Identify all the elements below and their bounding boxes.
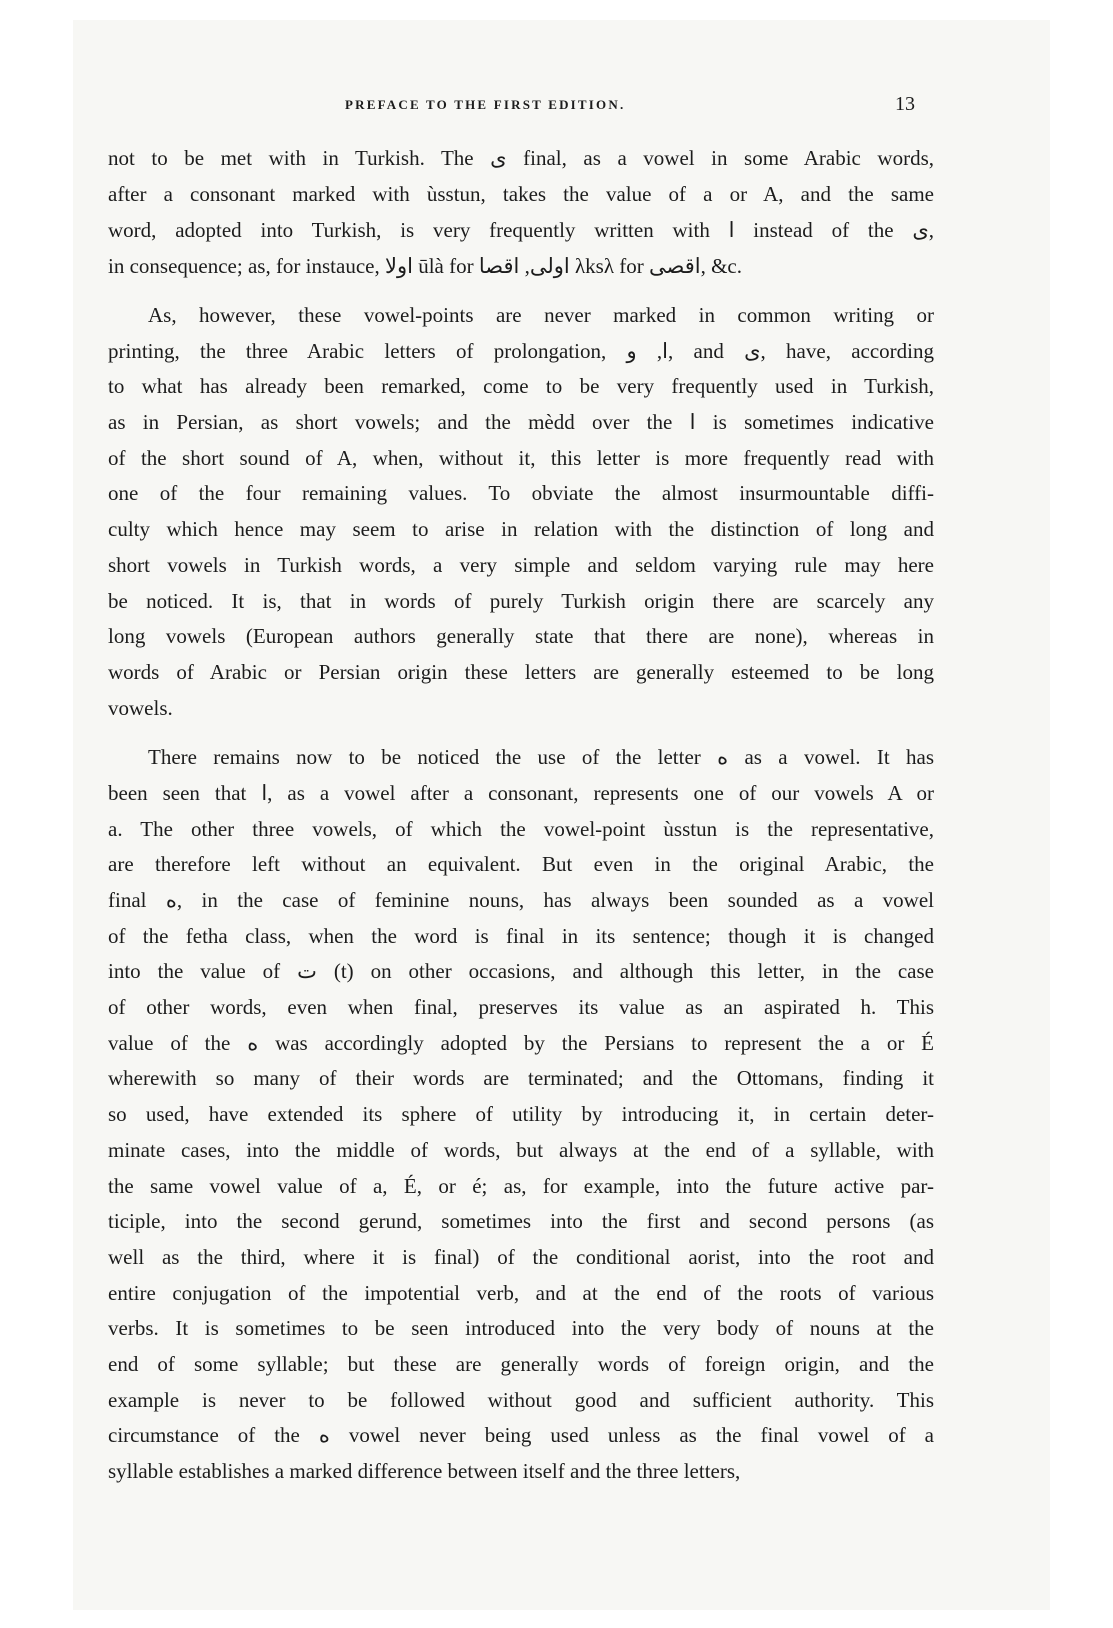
text-line: syllable establishes a marked difference between itself and the three letters, — [108, 1459, 741, 1483]
text-line: There remains now to be noticed the use of the letter ه as a vowel. It has — [148, 745, 934, 770]
text-line: printing, the three Arabic letters of prolongation, ا, و, and ى, have, according — [108, 338, 934, 363]
paragraph — [108, 740, 934, 1489]
text-line: of the fetha class, when the word is final in its sentence; though it is changed — [108, 923, 934, 948]
text-line: minate cases, into the middle of words, but always at the end of a syllable, with — [108, 1137, 934, 1162]
text-line: not to be met with in Turkish. The ى final, as a vowel in some Arabic words, — [108, 146, 934, 170]
text-line: are therefore left without an equivalent. But even in the original Arabic, the — [108, 852, 934, 877]
text-line: of other words, even when final, preserves its value as an aspirated h. This — [108, 995, 934, 1020]
text-line: one of the four remaining values. To obviate the almost insurmountable diffi- — [108, 481, 934, 506]
text-line: been seen that ا, as a vowel after a consonant, represents one of our vowels A or — [108, 780, 934, 805]
paragraph — [108, 298, 934, 726]
text-line: in consequence; as, for instauce, اولا ūlà for اولى, اقصا λksλ for اقصى, &c. — [108, 254, 742, 278]
text-line: ticiple, into the second gerund, sometimes into the first and second persons (as — [108, 1209, 934, 1234]
text-line: entire conjugation of the impotential verb, and at the end of the roots of various — [108, 1280, 934, 1305]
text-line: circumstance of the ه vowel never being used unless as the final vowel of a — [108, 1423, 934, 1448]
running-title: PREFACE TO THE FIRST EDITION. — [345, 97, 626, 112]
text-line: a. The other three vowels, of which the vowel-point ùsstun is the representative, — [108, 816, 934, 841]
text-line: vowels. — [108, 695, 173, 720]
text-line: so used, have extended its sphere of utility by introducing it, in certain deter- — [108, 1102, 934, 1127]
text-line: verbs. It is sometimes to be seen introduced into the very body of nouns at the — [108, 1316, 934, 1341]
text-line: As, however, these vowel-points are never marked in common writing or — [148, 303, 934, 327]
text-line: as in Persian, as short vowels; and the mèdd over the ا is sometimes indicative — [108, 410, 934, 435]
text-line: short vowels in Turkish words, a very simple and seldom varying rule may here — [108, 552, 934, 577]
text-line: value of the ه was accordingly adopted by the Persians to represent the a or É — [108, 1030, 934, 1055]
text-line: end of some syllable; but these are generally words of foreign origin, and the — [108, 1351, 934, 1376]
text-line: the same vowel value of a, É, or é; as, for example, into the future active par- — [108, 1173, 934, 1198]
text-line: of the short sound of A, when, without it, this letter is more frequently read with — [108, 445, 934, 470]
page-body — [108, 140, 934, 1504]
paragraph — [108, 140, 934, 284]
text-line: final ه, in the case of feminine nouns, has always been sounded as a vowel — [108, 888, 934, 912]
text-line: to what has already been remarked, come to be very frequently used in Turkish, — [108, 374, 934, 399]
text-line: word, adopted into Turkish, is very frequently written with ا instead of the ى, — [108, 218, 934, 242]
text-line: wherewith so many of their words are terminated; and the Ottomans, finding it — [108, 1066, 934, 1091]
page-number: 13 — [895, 93, 915, 115]
text-line: long vowels (European authors generally state that there are none), whereas in — [108, 624, 934, 649]
text-line: be noticed. It is, that in words of purely Turkish origin there are scarcely any — [108, 588, 934, 613]
text-line: into the value of ت (t) on other occasions, and although this letter, in the case — [108, 959, 934, 984]
text-line: well as the third, where it is final) of the conditional aorist, into the root and — [108, 1244, 934, 1269]
text-line: words of Arabic or Persian origin these letters are generally esteemed to be long — [108, 659, 934, 684]
page-header — [0, 93, 1113, 117]
text-line: example is never to be followed without good and sufficient authority. This — [108, 1387, 934, 1412]
text-line: culty which hence may seem to arise in relation with the distinction of long and — [108, 517, 934, 542]
text-line: after a consonant marked with ùsstun, takes the value of a or A, and the same — [108, 182, 934, 206]
